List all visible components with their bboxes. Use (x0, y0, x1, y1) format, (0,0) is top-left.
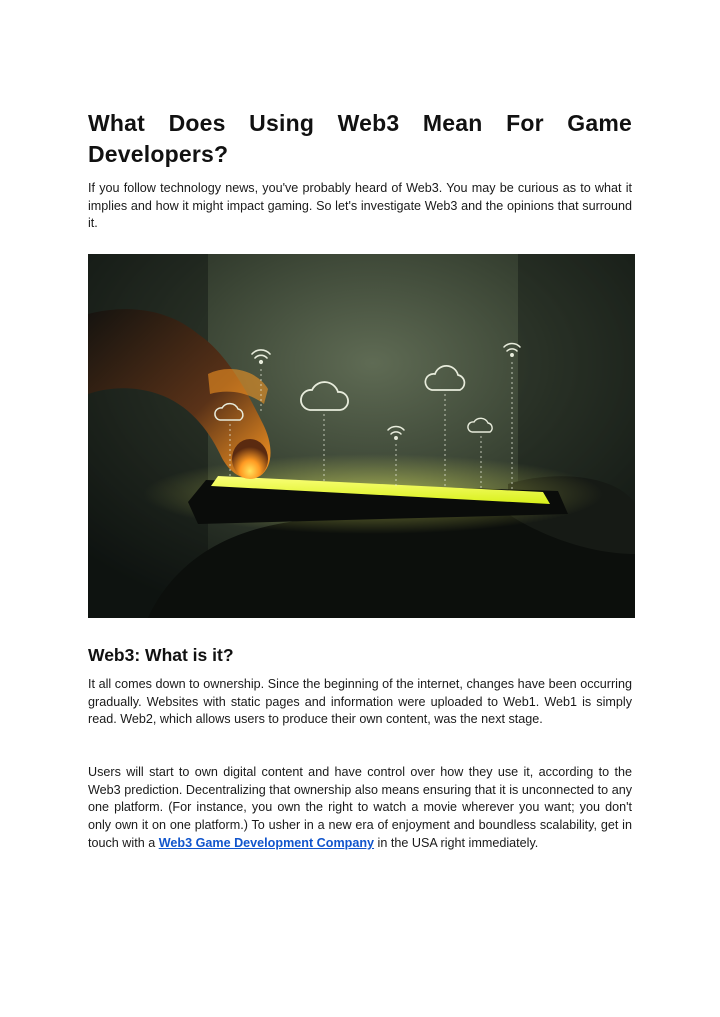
section-heading: Web3: What is it? (88, 645, 234, 665)
article-title: What Does Using Web3 Mean For Game Developers? (88, 110, 632, 167)
body-paragraph: It all comes down to ownership. Since the beginning of the internet, changes have been occurring gradually. Websites with static pages and information were uploaded to Web1. Web1 is simply read. Web2, which allows users to produce their own content, was the next stage. (88, 677, 632, 727)
paragraph-text: Users will start to own digital content and have control over how they use it, according to the Web3 prediction. Decentralizing that ownership also means ensuring that it is unconnected to any one platform. (For instance, you own the right to watch a movie wherever you want; you don't only own it on one platform.) To usher in a new era of enjoyment and boundless scalability, get in touch with a (88, 765, 632, 850)
intro-paragraph: If you follow technology news, you've probably heard of Web3. You may be curious as to what it implies and how it might impact gaming. So let's investigate Web3 and the opinions that surround it. (88, 181, 632, 231)
hero-image (88, 254, 635, 618)
body-paragraph (88, 764, 632, 853)
web3-game-development-link[interactable]: Web3 Game Development Company (158, 835, 375, 850)
paragraph-text: in the USA right immediately. (374, 835, 539, 850)
